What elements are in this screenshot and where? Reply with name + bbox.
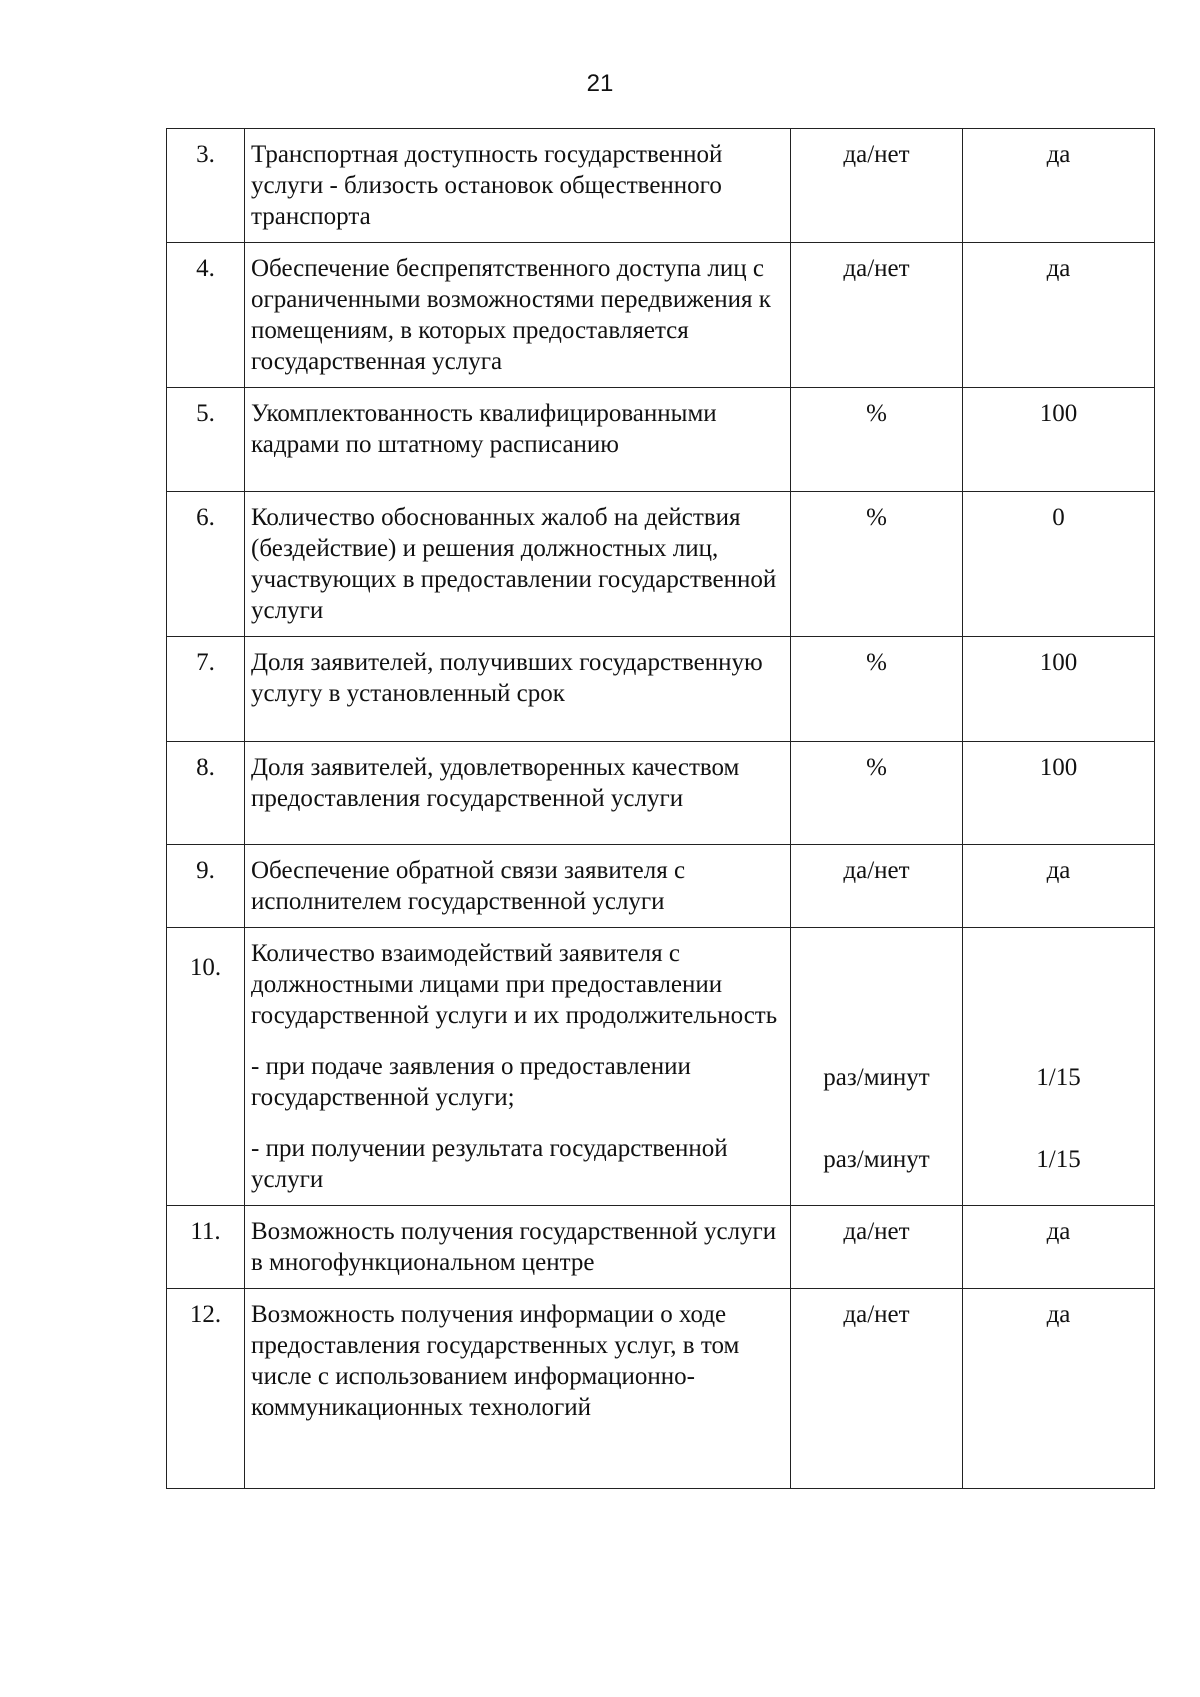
spacer	[797, 938, 956, 1062]
table-row	[167, 742, 1155, 845]
unit-of-measure: да/нет	[791, 243, 963, 388]
row-number: 12.	[167, 1289, 245, 1489]
table-row	[167, 492, 1155, 637]
indicator-name: Транспортная доступность государственной услуги - близость остановок общественного транспорта	[245, 129, 791, 243]
table-row	[167, 1289, 1155, 1489]
indicator-value: 1/15	[1036, 1064, 1081, 1091]
indicator-value-group	[963, 928, 1155, 1206]
indicator-name: Количество обоснованных жалоб на действия (бездействие) и решения должностных лиц, участвующих в предоставлении государственной услуги	[245, 492, 791, 637]
indicator-name: Укомплектованность квалифицированными кадрами по штатному расписанию	[245, 388, 791, 492]
table-row	[167, 129, 1155, 243]
spacer	[969, 938, 1148, 1062]
row-number: 3.	[167, 129, 245, 243]
spacer	[797, 1124, 956, 1144]
indicator-value: да	[963, 1289, 1155, 1489]
indicator-name: Возможность получения информации о ходе предоставления государственных услуг, в том числе с использованием информационно-коммуникационных технологий	[245, 1289, 791, 1489]
indicator-name: Количество взаимодействий заявителя с должностными лицами при предоставлении государственной услуги и их продолжительность	[251, 940, 778, 1029]
row-number: 4.	[167, 243, 245, 388]
indicator-name: Обеспечение беспрепятственного доступа лиц с ограниченными возможностями передвижения к помещениям, в которых предоставляется государственная услуга	[245, 243, 791, 388]
indicator-name: Возможность получения государственной услуги в многофункциональном центре	[245, 1206, 791, 1289]
row-number: 5.	[167, 388, 245, 492]
row-number: 10.	[167, 928, 245, 1206]
indicator-name-group	[245, 928, 791, 1206]
indicator-value: да	[963, 243, 1155, 388]
page-number: 21	[586, 70, 614, 97]
indicator-value: да	[963, 845, 1155, 928]
unit-of-measure: %	[791, 388, 963, 492]
row-number: 8.	[167, 742, 245, 845]
indicator-name: Обеспечение обратной связи заявителя с исполнителем государственной услуги	[245, 845, 791, 928]
table-row	[167, 243, 1155, 388]
indicator-value: 1/15	[1036, 1146, 1081, 1173]
unit-of-measure: да/нет	[791, 129, 963, 243]
sub-indicator-name: - при подаче заявления о предоставлении государственной услуги;	[251, 1053, 691, 1111]
indicator-name: Доля заявителей, удовлетворенных качеством предоставления государственной услуги	[245, 742, 791, 845]
indicator-value: да	[963, 1206, 1155, 1289]
unit-of-measure: %	[791, 492, 963, 637]
row-number: 7.	[167, 637, 245, 742]
indicators-table	[166, 128, 1155, 1489]
unit-of-measure: да/нет	[791, 845, 963, 928]
table-row	[167, 928, 1155, 1206]
unit-of-measure: %	[791, 742, 963, 845]
row-number: 11.	[167, 1206, 245, 1289]
indicator-value: 100	[963, 388, 1155, 492]
table-row	[167, 637, 1155, 742]
unit-of-measure: раз/минут	[823, 1064, 930, 1091]
table-row	[167, 388, 1155, 492]
unit-of-measure: да/нет	[791, 1289, 963, 1489]
unit-of-measure: %	[791, 637, 963, 742]
indicator-value: да	[963, 129, 1155, 243]
row-number: 6.	[167, 492, 245, 637]
unit-of-measure-group	[791, 928, 963, 1206]
indicator-value: 0	[963, 492, 1155, 637]
spacer	[969, 1124, 1148, 1144]
indicator-value: 100	[963, 742, 1155, 845]
indicator-name: Доля заявителей, получивших государственную услугу в установленный срок	[245, 637, 791, 742]
row-number: 9.	[167, 845, 245, 928]
table-row	[167, 845, 1155, 928]
unit-of-measure: раз/минут	[823, 1146, 930, 1173]
table-row	[167, 1206, 1155, 1289]
unit-of-measure: да/нет	[791, 1206, 963, 1289]
indicator-value: 100	[963, 637, 1155, 742]
sub-indicator-name: - при получении результата государственной услуги	[251, 1135, 728, 1193]
